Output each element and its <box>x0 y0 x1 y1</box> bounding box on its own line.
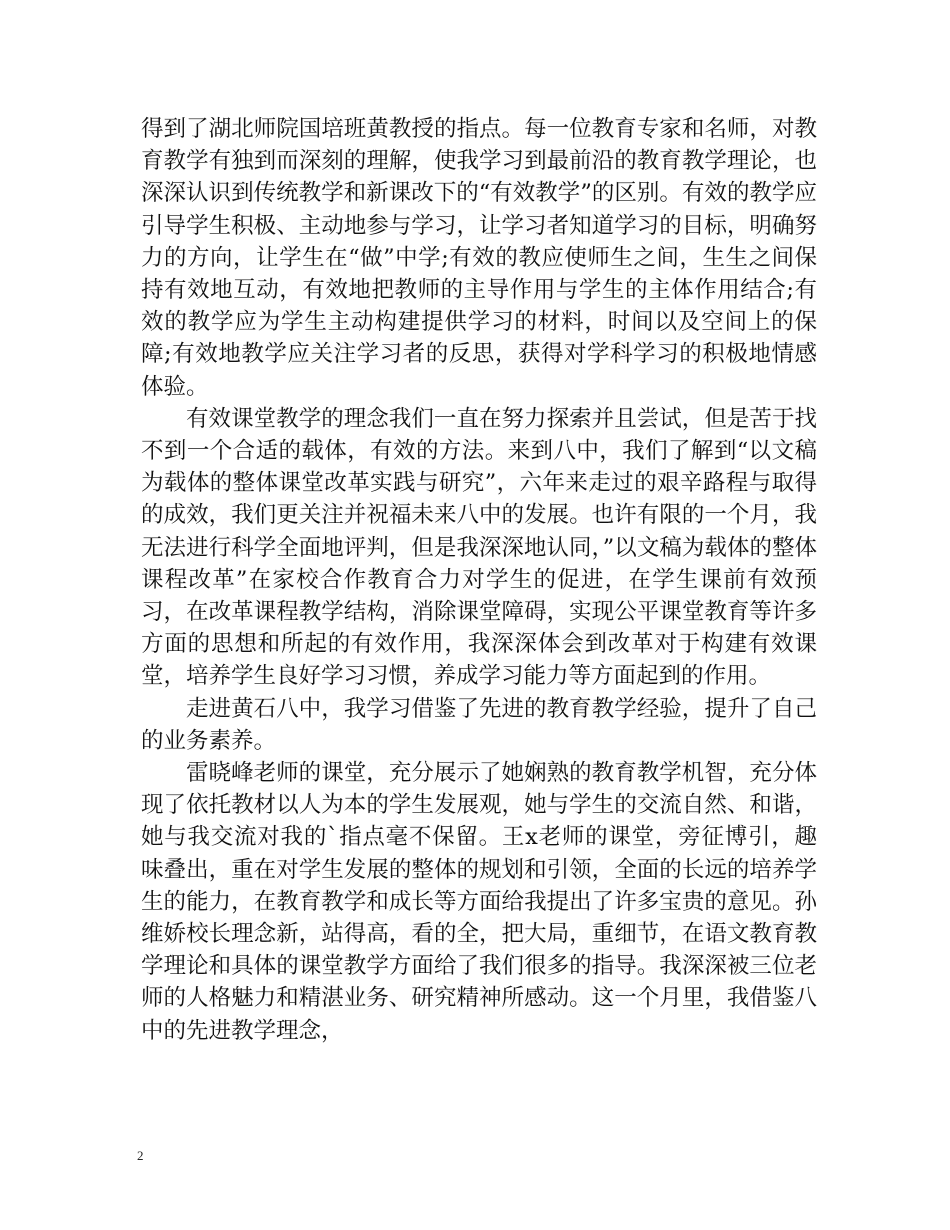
page-number: 2 <box>137 1148 144 1163</box>
body-text <box>141 113 817 1047</box>
paragraph-3: 走进黄石八中，我学习借鉴了先进的教育教学经验，提升了自己的业务素养。 <box>141 695 817 754</box>
paragraph-4: 雷晓峰老师的课堂，充分展示了她娴熟的教育教学机智，充分体现了依托教材以人为本的学生发展观，她与学生的交流自然、和谐，她与我交流对我的`指点毫不保留。王x老师的课堂，旁征博引，趣味叠出，重在对学生发展的整体的规划和引领，全面的长远的培养学生的能力，在教育教学和成长等方面给我提出了许多宝贵的意见。孙维娇校长理念新，站得高，看的全，把大局，重细节，在语文教育教学理论和具体的课堂教学方面给了我们很多的指导。我深深被三位老师的人格魅力和精湛业务、研究精神所感动。这一个月里，我借鉴八中的先进教学理念， <box>141 760 817 1044</box>
paragraph-1: 得到了湖北师院国培班黄教授的指点。每一位教育专家和名师，对教育教学有独到而深刻的理解，使我学习到最前沿的教育教学理论，也深深认识到传统教学和新课改下的“有效教学”的区别。有效的教学应引导学生积极、主动地参与学习，让学习者知道学习的目标，明确努力的方向，让学生在“做”中学;有效的教应使师生之间，生生之间保持有效地互动，有效地把教师的主导作用与学生的主体作用结合;有效的教学应为学生主动构建提供学习的材料，时间以及空间上的保障;有效地教学应关注学习者的反思，获得对学科学习的积极地情感体验。 <box>141 116 817 400</box>
paragraph-2: 有效课堂教学的理念我们一直在努力探索并且尝试，但是苦于找不到一个合适的载体，有效的方法。来到八中，我们了解到“以文稿为载体的整体课堂改革实践与研究”，六年来走过的艰辛路程与取得的成效，我们更关注并祝福未来八中的发展。也许有限的一个月，我无法进行科学全面地评判，但是我深深地认同，”以文稿为载体的整体课程改革”在家校合作教育合力对学生的促进，在学生课前有效预习，在改革课程教学结构，消除课堂障碍，实现公平课堂教育等许多方面的思想和所起的有效作用，我深深体会到改革对于构建有效课堂，培养学生良好学习习惯，养成学习能力等方面起到的作用。 <box>141 405 817 690</box>
